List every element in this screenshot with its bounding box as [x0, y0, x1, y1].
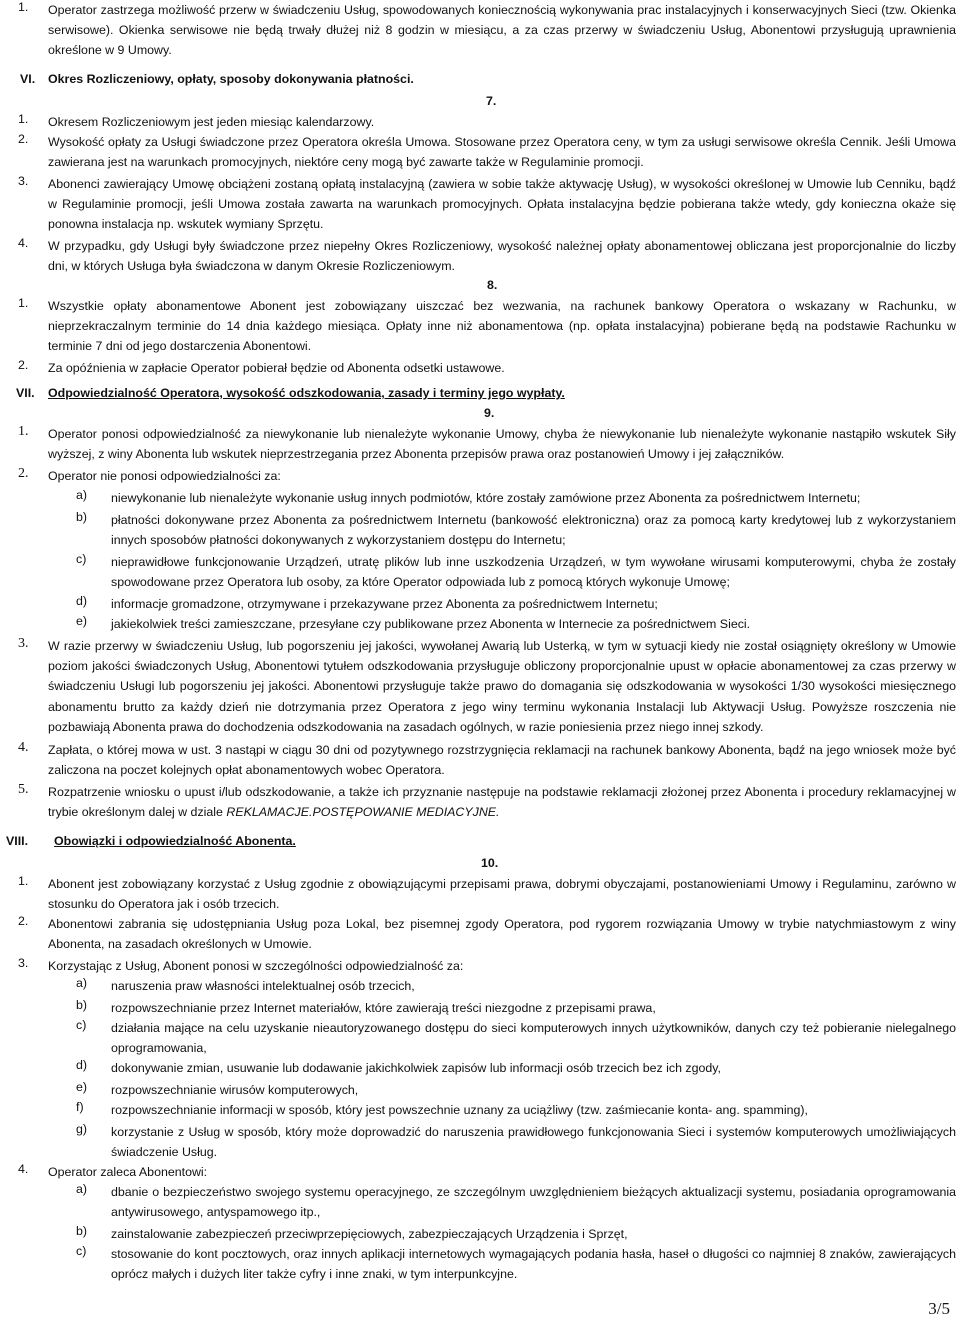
item-text: Operator zastrzega możliwość przerw w świadczeniu Usług, spowodowanych koniecznością wykonywania prac instalacyjnych i konserwacyjnych Sieci (tzw. Okienka serwisowe). Okienka serwisowe nie będą trwały dłużej niż 8 godzin w miesiącu, a za czas przerwy w świadczeniu Usług, Abonentowi przysługują uprawnienia określone w 9 Umowy. [48, 3, 956, 58]
paragraph-number: 8. [487, 278, 498, 292]
section-roman-numeral: VII. [16, 386, 35, 400]
page-number: 3/5 [928, 1299, 950, 1318]
section-reference: REKLAMACJE.POSTĘPOWANIE MEDIACYJNE. [226, 805, 500, 820]
paragraph-number: 10. [481, 856, 499, 870]
section-title: Odpowiedzialność Operatora, wysokość odszkodowania, zasady i terminy jego wypłaty. [48, 386, 565, 400]
document-page: 1. Operator zastrzega możliwość przerw w świadczeniu Usług, spowodowanych koniecznością wykonywania prac instalacyjnych i konserwacyjnych Sieci (tzw. Okienka serwisowe). Okienka serwisowe nie będą trwały dłużej niż 8 godzin w miesiącu, a za czas przerwy w świadczeniu Usług, Abonentowi przysługują uprawnienia określone w 9 Umowy. VI. Okres Rozliczeniowy, opłaty, sposoby dokonywania płatności. 7. 1. Okresem Rozliczeniowym jest jeden miesiąc kalendarzowy. 2. Wysokość opłaty za Usługi świadczone przez Operatora określa Umowa. Stosowane przez Operatora ceny, w tym za usługi serwisowe określa Cennik. Jeśli Umowa zawierana jest na warunkach promocyjnych, niektóre ceny mogą być zawarte także w Regulaminie promocji. 3. Abonenci zawierający Umowę obciążeni zostaną opłatą instalacyjną (zawiera w sobie także aktywację Usług), w wysokości określonej w Umowie lub Cenniku, bądź w Regulaminie promocji, jeśli Umowa została zawarta na warunkach promocyjnych. Opłata instalacyjna będzie pobierana także wtedy, gdy konieczna okaże się ponowna instalacja np. wskutek wymiany Sprzętu. 4. W przypadku, gdy Usługi były świadczone przez niepełny Okres Rozliczeniowy, wysokość należnej opłaty abonamentowej obliczana jest proporcjonalnie do liczby dni, w których Usługa była świadczona w danym Okresie Rozliczeniowym. 8. 1. Wszystkie opłaty abonamentowe Abonent jest zobowiązany uiszczać bez wezwania, na rachunek bankowy Operatora o wskazany w Rachunku, w nieprzekraczalnym terminie do 14 dnia każdego miesiąca. Opłaty inne niż abonamentowa (np. opłata instalacyjna) pobierane będą na podstawie Rachunku w terminie 7 dni od jego dostarczenia Abonentowi. 2. Za opóźnienia w zapłacie Operator pobierał będzie od Abonenta odsetki ustawowe. VII. Odpowiedzialność Operatora, wysokość odszkodowania, zasady i terminy jego wypłaty. 9. 1. Operator ponosi odpowiedzialność za niewykonanie lub nienależyte wykonanie Umowy, chyba że niewykonanie lub nienależyte wykonanie nastąpiło wskutek Siły wyższej, z winy Abonenta lub wskutek nieprzestrzegania przez Abonenta przepisów prawa oraz postanowień Umowy i jej załączników. 2. Operator nie ponosi odpowiedzialności za: a) niewykonanie lub nienależyte wykonanie usług innych podmiotów, które zostały zamówione przez Abonenta za pośrednictwem Internetu; b) płatności dokonywane przez Abonenta za pośrednictwem Internetu (bankowość elektroniczna) oraz za pomocą karty kredytowej lub z wykorzystaniem innych sposobów płatności dokonywanych z wykorzystaniem dostępu do Internetu; c) nieprawidłowe funkcjonowanie Urządzeń, utratę plików lub inne uszkodzenia Urządzeń, w tym wywołane wirusami komputerowymi, chyba że zostały spowodowane przez Operatora lub osoby, za które Operator odpowiada lub z pomocą których wykonuje Umowę; d) informacje gromadzone, otrzymywane i przekazywane przez Abonenta za pośrednictwem Internetu; e) jakiekolwiek treści zamieszczane, przesyłane czy publikowane przez Abonenta w Internecie za pośrednictwem Sieci. 3. W razie przerwy w świadczeniu Usług, lub pogorszeniu jej jakości, wywołanej Awarią lub Usterką, w tym w sytuacji kiedy nie został osiągnięty określony w Umowie poziom jakości świadczonych Usług, Abonentowi tytułem odszkodowania przysługuje obliczony proporcjonalnie upust w opłacie abonamentowej za czas przerwy w świadczeniu Usługi lub pogorszeniu jej jakości. Abonentowi przysługuje także prawo do domagania się odszkodowania w wysokości 1/30 wysokości miesięcznego abonamentu brutto za każdy dzień nie dotrzymania przez Operatora z jego winy terminu wykonania Instalacji lub Aktywacji Usług. Powyższe roszczenia nie pozbawiają Abonenta prawa do dochodzenia odszkodowania na zasadach ogólnych, w razie poniesienia przez niego innej szkody. 4. Zapłata, o której mowa w ust. 3 nastąpi w ciągu 30 dni od pozytywnego rozstrzygnięcia reklamacji na rachunek bankowy Abonenta, bądź na jego wniosek może być zaliczona na poczet kolejnych opłat abonamentowych wobec Operatora. 5. Rozpatrzenie wniosku o upust i/lub odszkodowanie, a także ich przyznanie następuje na podstawie reklamacji złożonej przez Abonenta i procedury reklamacyjnej w trybie określonym dalej w dziale REKLAMACJE.POSTĘPOWANIE MEDIACYJNE. VIII. Obowiązki i odpowiedzialność Abonenta. 10. 1. Abonent jest zobowiązany korzystać z Usług zgodnie z obowiązującymi przepisami prawa, dobrymi obyczajami, postanowieniami Umowy i Regulaminu, zarówno w stosunku do Operatora jak i osób trzecich. 2. Abonentowi zabrania się udostępniania Usług poza Lokal, bez pisemnej zgody Operatora, pod rygorem rozwiązania Umowy w trybie natychmiastowym z winy Abonenta, na zasadach określonych w Umowie. 3. Korzystając z Usług, Abonent ponosi w szczególności odpowiedzialność za: a) naruszenia praw własności intelektualnej osób trzecich, b) rozpowszechnianie przez Internet materiałów, które zawierają treści niezgodne z przepisami prawa, c) działania mające na celu uzyskanie nieautoryzowanego dostępu do sieci komputerowych innych użytkowników, danych czy też pobieranie nielegalnego oprogramowania, d) dokonywanie zmian, usuwanie lub dodawanie jakichkolwiek zapisów lub informacji osób trzecich bez ich zgody, e) rozpowszechnianie wirusów komputerowych, f) rozpowszechnianie informacji w sposób, który jest powszechnie uznany za uciążliwy (tzw. zaśmiecanie konta- ang. spamming), g) korzystanie z Usług w sposób, który może doprowadzić do naruszenia prawidłowego funkcjonowania Sieci i systemów komputerowych umożliwiających świadczenie Usług. 4. Operator zaleca Abonentowi: a) dbanie o bezpieczeństwo swojego systemu operacyjnego, ze szczególnym uwzględnieniem bieżących aktualizacji systemu, posiadania oprogramowania antywirusowego, antyspamowego itp., b) zainstalowanie zabezpieczeń przeciwprzepięciowych, zabezpieczających Urządzenia i Sprzęt, c) stosowanie do kont pocztowych, oraz innych aplikacji internetowych wymagających podania hasła, haseł o długości co najmniej 8 znaków, zawierających oprócz małych i dużych liter także cyfry i inne znaki, w tym interpunkcyjne. 3/5 [6, 0, 956, 1318]
section-title: Obowiązki i odpowiedzialność Abonenta. [54, 834, 296, 848]
paragraph-number: 7. [486, 94, 497, 108]
section-title: Okres Rozliczeniowy, opłaty, sposoby dokonywania płatności. [48, 72, 414, 86]
section-roman-numeral: VI. [20, 72, 36, 86]
paragraph-number: 9. [484, 406, 495, 420]
item-number: 1. [18, 0, 29, 14]
section-roman-numeral: VIII. [6, 834, 29, 848]
